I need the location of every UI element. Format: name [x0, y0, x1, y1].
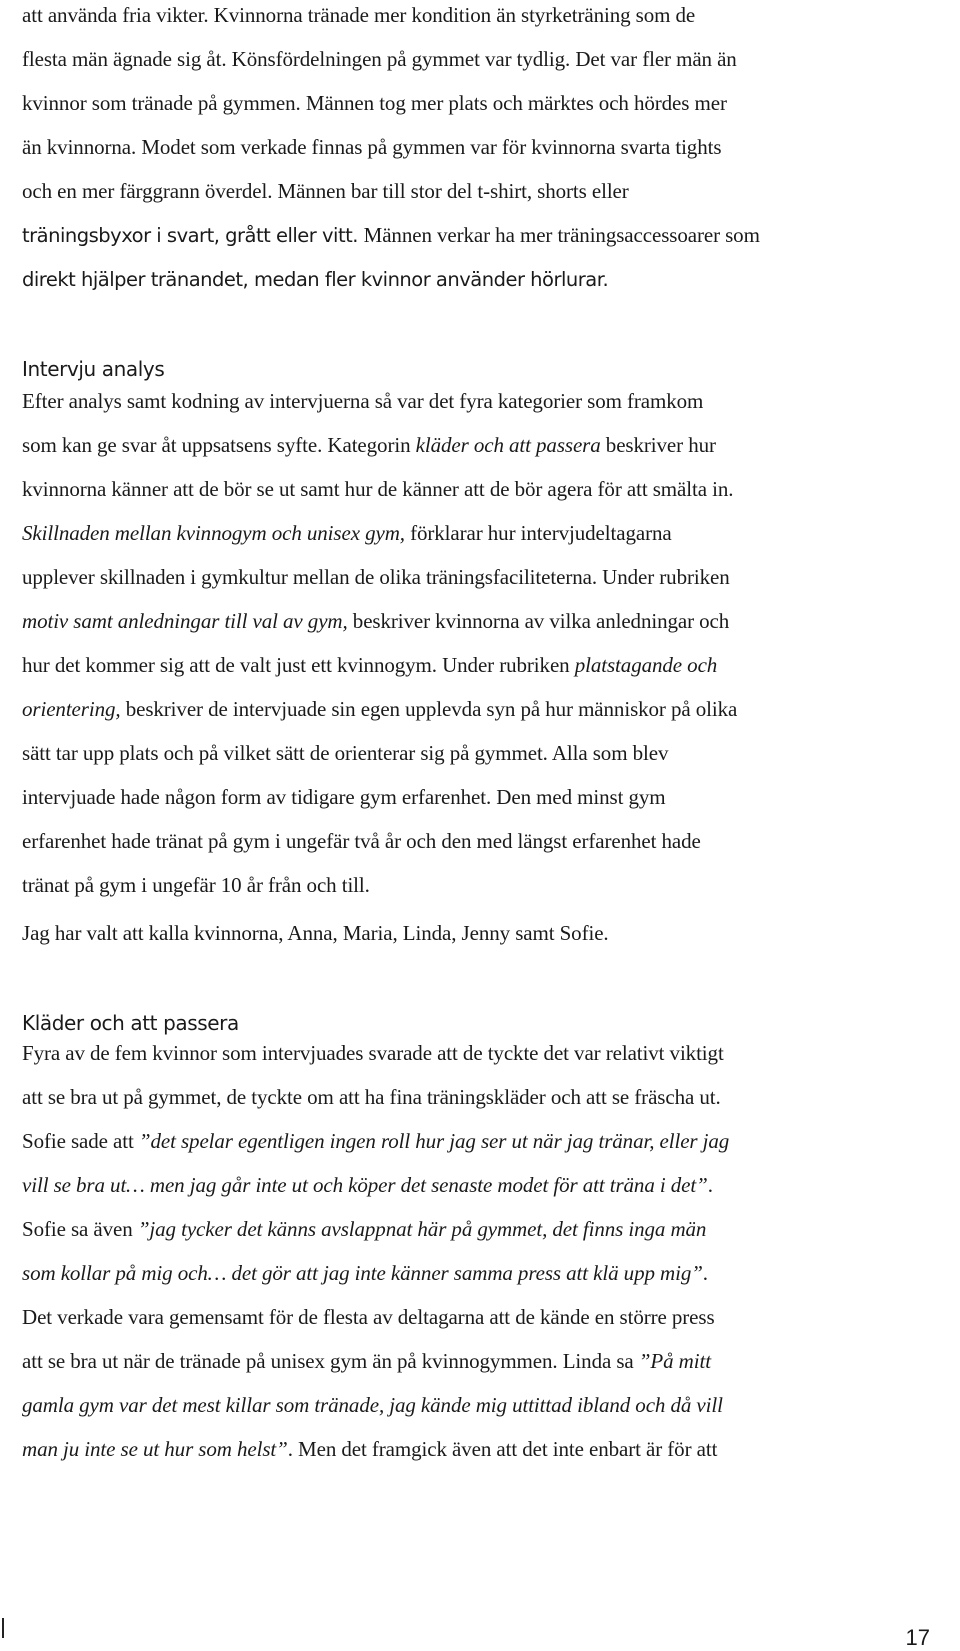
text-run: kvinnor som tränade på gymmen. Männen tog mer plats och märktes och hördes mer: [22, 91, 727, 115]
section-heading: Intervju analys: [22, 357, 165, 381]
text-run: .: [707, 1173, 713, 1197]
text-run: upplever skillnaden i gymkultur mellan de olika träningsfaciliteterna. Under rubriken: [22, 565, 730, 589]
italic-text: kläder och att passera: [415, 433, 601, 457]
italic-text: ”jag tycker det känns avslappnat här på gymmet, det finns inga män: [137, 1217, 707, 1241]
italic-text: orientering,: [22, 697, 121, 721]
text-run: Jag har valt att kalla kvinnorna, Anna, Maria, Linda, Jenny samt Sofie.: [22, 921, 609, 945]
italic-text: vill se bra ut… men jag går inte ut och köper det senaste modet för att träna i det”: [22, 1173, 708, 1197]
text-run: Det verkade vara gemensamt för de flesta av deltagarna att de kände en större press: [22, 1305, 715, 1329]
text-run: .: [702, 1261, 708, 1285]
text-line: [22, 1216, 706, 1242]
text-line: [22, 564, 730, 590]
text-line: [22, 1392, 723, 1418]
text-run: tränat på gym i ungefär 10 år från och till.: [22, 873, 370, 897]
text-run: Fyra av de fem kvinnor som intervjuades svarade att de tyckte det var relativt viktigt: [22, 1041, 724, 1065]
text-line: [22, 46, 737, 72]
text-run: erfarenhet hade tränat på gym i ungefär två år och den med längst erfarenhet hade: [22, 829, 701, 853]
text-run: beskriver hur: [600, 433, 716, 457]
text-line: [22, 134, 721, 160]
text-run: kvinnorna känner att de bör se ut samt hur de känner att de bör agera för att smälta in.: [22, 477, 734, 501]
italic-text: ”På mitt: [638, 1349, 711, 1373]
text-run: hur det kommer sig att de valt just ett kvinnogym. Under rubriken: [22, 653, 575, 677]
text-line: [22, 784, 666, 810]
text-run: direkt hjälper tränandet, medan fler kvinnor använder hörlurar.: [22, 268, 609, 291]
italic-text: gamla gym var det mest killar som tränade, jag kände mig uttittad ibland och då vill: [22, 1393, 723, 1417]
text-line: [22, 178, 629, 204]
text-run: träningsbyxor i svart, grått eller vitt.: [22, 224, 364, 247]
text-line: [22, 90, 727, 116]
text-run: sätt tar upp plats och på vilket sätt de orienterar sig på gymmet. Alla som blev: [22, 741, 669, 765]
text-run: beskriver de intervjuade sin egen upplevda syn på hur människor på olika: [120, 697, 738, 721]
text-line: [22, 872, 370, 898]
text-run: som kan ge svar åt uppsatsens syfte. Kategorin: [22, 433, 416, 457]
italic-text: som kollar på mig och… det gör att jag inte känner samma press att klä upp mig”: [22, 1261, 703, 1285]
text-line: [22, 1084, 721, 1110]
text-line: [22, 1348, 711, 1374]
text-line: [22, 266, 608, 293]
italic-text: motiv samt anledningar till val av gym,: [22, 609, 348, 633]
text-line: [22, 740, 668, 766]
text-line: [22, 2, 695, 28]
italic-text: platstagande och: [574, 653, 718, 677]
text-line: [22, 388, 703, 414]
page-number: 17: [905, 1625, 930, 1650]
italic-text: ”det spelar egentligen ingen roll hur jag ser ut när jag tränar, eller jag: [138, 1129, 730, 1153]
text-run: Männen verkar ha mer träningsaccessoarer som: [363, 223, 760, 247]
text-line: [22, 608, 729, 634]
text-run: flesta män ägnade sig åt. Könsfördelningen på gymmet var tydlig. Det var fler män än: [22, 47, 737, 71]
italic-text: man ju inte se ut hur som helst”: [22, 1437, 288, 1461]
text-run: beskriver kvinnorna av vilka anledningar och: [347, 609, 730, 633]
italic-text: Skillnaden mellan kvinnogym och unisex gym,: [22, 521, 405, 545]
text-line: [22, 476, 733, 502]
text-run: förklarar hur intervjudeltagarna: [404, 521, 672, 545]
margin-mark: [2, 1618, 4, 1638]
text-run: Sofie sade att: [22, 1129, 139, 1153]
text-line: [22, 1304, 715, 1330]
text-line: [22, 432, 716, 458]
text-run: att se bra ut när de tränade på unisex gym än på kvinnogymmen. Linda sa: [22, 1349, 639, 1373]
text-line: [22, 696, 737, 722]
text-run: än kvinnorna. Modet som verkade finnas på gymmen var för kvinnorna svarta tights: [22, 135, 722, 159]
text-line: [22, 652, 717, 678]
text-line: [22, 222, 760, 249]
text-run: och en mer färggrann överdel. Männen bar till stor del t-shirt, shorts eller: [22, 179, 629, 203]
text-run: att se bra ut på gymmet, de tyckte om att ha fina träningskläder och att se fräscha ut.: [22, 1085, 721, 1109]
text-line: [22, 1436, 717, 1462]
text-line: [22, 828, 701, 854]
text-line: [22, 1040, 724, 1066]
text-run: Sofie sa även: [22, 1217, 138, 1241]
text-line: [22, 920, 609, 946]
text-run: . Men det framgick även att det inte enbart är för att: [287, 1437, 718, 1461]
text-line: [22, 1128, 729, 1154]
text-line: [22, 520, 672, 546]
section-heading: Kläder och att passera: [22, 1011, 239, 1035]
text-run: att använda fria vikter. Kvinnorna tränade mer kondition än styrketräning som de: [22, 3, 696, 27]
text-line: [22, 1172, 713, 1198]
text-line: [22, 1260, 708, 1286]
text-run: intervjuade hade någon form av tidigare gym erfarenhet. Den med minst gym: [22, 785, 666, 809]
text-run: Efter analys samt kodning av intervjuerna så var det fyra kategorier som framkom: [22, 389, 704, 413]
